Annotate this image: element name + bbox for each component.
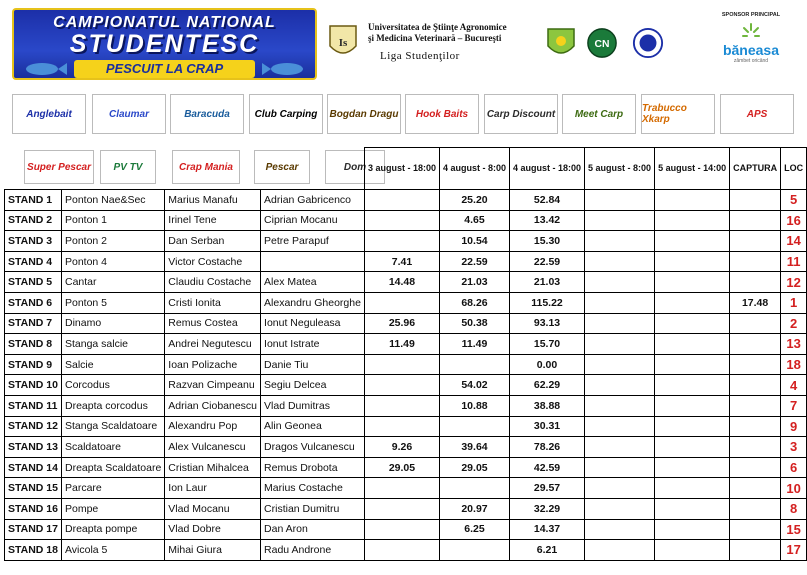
cell-captura (730, 416, 781, 437)
cell-c5 (655, 457, 730, 478)
cell-c1 (364, 540, 439, 561)
cell-loc: 4 (781, 375, 807, 396)
cell-c5 (655, 540, 730, 561)
cell-p2: Vlad Dumitras (261, 395, 365, 416)
cn-logo-icon (586, 26, 618, 60)
cell-c1 (364, 375, 439, 396)
cell-captura (730, 498, 781, 519)
cell-c3: 30.31 (510, 416, 585, 437)
cell-c3: 13.42 (510, 210, 585, 231)
cell-c4 (585, 519, 655, 540)
cell-c1 (364, 354, 439, 375)
cell-location: Dreapta pompe (61, 519, 164, 540)
col-header-3: 4 august - 18:00 (510, 148, 585, 190)
cell-c1 (364, 416, 439, 437)
cell-c4 (585, 292, 655, 313)
cell-p2: Ionut Istrate (261, 334, 365, 355)
table-row (5, 190, 807, 211)
table-row (5, 498, 807, 519)
cell-c2: 50.38 (439, 313, 509, 334)
cell-stand: STAND 8 (5, 334, 62, 355)
cell-location: Cantar (61, 272, 164, 293)
cell-location: Stanga Scaldatoare (61, 416, 164, 437)
cell-location: Salcie (61, 354, 164, 375)
cell-location: Corcodus (61, 375, 164, 396)
cell-captura (730, 334, 781, 355)
cell-loc: 6 (781, 457, 807, 478)
svg-text:Is: Is (338, 37, 348, 49)
cell-c4 (585, 272, 655, 293)
cell-captura (730, 457, 781, 478)
cell-captura (730, 478, 781, 499)
cell-loc: 12 (781, 272, 807, 293)
table-row (5, 519, 807, 540)
cell-p1: Irinel Tene (165, 210, 261, 231)
logo-super-pescar: Super Pescar (24, 150, 94, 184)
cell-c2: 54.02 (439, 375, 509, 396)
cell-p1: Cristi Ionita (165, 292, 261, 313)
logo-meet-carp: Meet Carp (562, 94, 636, 134)
cell-c2 (439, 416, 509, 437)
cell-loc: 16 (781, 210, 807, 231)
cell-c1: 11.49 (364, 334, 439, 355)
carp-icon (22, 60, 68, 78)
cell-c4 (585, 540, 655, 561)
cell-stand: STAND 5 (5, 272, 62, 293)
cell-c5 (655, 210, 730, 231)
cell-c3: 42.59 (510, 457, 585, 478)
cell-p2: Petre Parapuf (261, 231, 365, 252)
league-name: Liga Studenţilor (380, 50, 460, 62)
club-logo-icon (632, 26, 664, 60)
cell-stand: STAND 13 (5, 437, 62, 458)
banner-line2: STUDENTESC (69, 30, 260, 58)
logo-trabucco: Trabucco Xkarp (641, 94, 715, 134)
cell-c3: 115.22 (510, 292, 585, 313)
cell-c4 (585, 437, 655, 458)
cell-c1 (364, 292, 439, 313)
cell-stand: STAND 16 (5, 498, 62, 519)
cell-c5 (655, 478, 730, 499)
cell-c5 (655, 354, 730, 375)
cell-loc: 13 (781, 334, 807, 355)
cell-p2: Radu Androne (261, 540, 365, 561)
cell-p1: Andrei Negutescu (165, 334, 261, 355)
cell-c5 (655, 231, 730, 252)
col-header-4: 5 august - 8:00 (585, 148, 655, 190)
sponsor-tagline: zâmbet oricând (733, 58, 769, 64)
university-line1: Universitatea de Ştiinţe Agronomice (368, 22, 507, 32)
cell-p1: Dan Serban (165, 231, 261, 252)
cell-c3: 29.57 (510, 478, 585, 499)
table-row (5, 292, 807, 313)
cell-location: Dreapta corcodus (61, 395, 164, 416)
cell-location: Dinamo (61, 313, 164, 334)
cell-p2: Alex Matea (261, 272, 365, 293)
cell-captura (730, 313, 781, 334)
cell-c2 (439, 540, 509, 561)
cell-captura (730, 251, 781, 272)
logo-pv-tv: PV TV (100, 150, 156, 184)
table-header-row (5, 148, 807, 190)
cell-loc: 11 (781, 251, 807, 272)
cell-p2: Cristian Dumitru (261, 498, 365, 519)
cell-c2: 20.97 (439, 498, 509, 519)
cell-stand: STAND 14 (5, 457, 62, 478)
logo-club-carping: Club Carping (249, 94, 323, 134)
table-row (5, 478, 807, 499)
cell-c1 (364, 519, 439, 540)
col-header-5: 5 august - 14:00 (655, 148, 730, 190)
table-row (5, 272, 807, 293)
university-line2: şi Medicina Veterinară – Bucureşti (368, 33, 502, 43)
cell-stand: STAND 9 (5, 354, 62, 375)
cell-c5 (655, 251, 730, 272)
sponsor-name: băneasa (722, 42, 780, 58)
cell-captura (730, 519, 781, 540)
cell-p1: Vlad Dobre (165, 519, 261, 540)
cell-p1: Adrian Ciobanescu (165, 395, 261, 416)
cell-captura (730, 210, 781, 231)
cell-loc: 5 (781, 190, 807, 211)
cell-c4 (585, 478, 655, 499)
logo-dom: Dom (325, 150, 385, 184)
cell-stand: STAND 7 (5, 313, 62, 334)
sponsor-logo (716, 20, 786, 80)
table-row (5, 457, 807, 478)
table-row (5, 354, 807, 375)
cell-c3: 15.70 (510, 334, 585, 355)
cell-stand: STAND 6 (5, 292, 62, 313)
cell-loc: 15 (781, 519, 807, 540)
cell-p2: Alin Geonea (261, 416, 365, 437)
cell-c5 (655, 334, 730, 355)
sun-rays-icon (742, 22, 760, 42)
cell-c5 (655, 416, 730, 437)
cell-location: Parcare (61, 478, 164, 499)
cell-captura (730, 231, 781, 252)
cell-p2: Segiu Delcea (261, 375, 365, 396)
cell-c2: 6.25 (439, 519, 509, 540)
cell-p2: Ionut Neguleasa (261, 313, 365, 334)
logo-aps: APS (720, 94, 794, 134)
cell-c1 (364, 478, 439, 499)
cell-stand: STAND 3 (5, 231, 62, 252)
cell-p1: Alex Vulcanescu (165, 437, 261, 458)
federation-logo-icon (545, 26, 577, 60)
logo-crap-mania: Crap Mania (172, 150, 240, 184)
cell-c3: 32.29 (510, 498, 585, 519)
cell-stand: STAND 15 (5, 478, 62, 499)
sponsor-label: SPONSOR PRINCIPAL (721, 12, 781, 18)
cell-c3: 52.84 (510, 190, 585, 211)
cell-c3: 22.59 (510, 251, 585, 272)
cell-c2: 29.05 (439, 457, 509, 478)
cell-location: Ponton 1 (61, 210, 164, 231)
col-header-2: 4 august - 8:00 (439, 148, 509, 190)
cell-c3: 15.30 (510, 231, 585, 252)
cell-p2: Danie Tiu (261, 354, 365, 375)
cell-c5 (655, 313, 730, 334)
cell-location: Ponton 2 (61, 231, 164, 252)
cell-c4 (585, 395, 655, 416)
cell-p2: Ciprian Mocanu (261, 210, 365, 231)
cell-c2: 4.65 (439, 210, 509, 231)
championship-banner (12, 8, 317, 80)
cell-c1 (364, 190, 439, 211)
cell-c4 (585, 416, 655, 437)
cell-captura (730, 395, 781, 416)
table-row (5, 251, 807, 272)
col-header-loc: LOC (781, 148, 807, 190)
cell-c5 (655, 519, 730, 540)
logo-hook-baits: Hook Baits (405, 94, 479, 134)
cell-c5 (655, 437, 730, 458)
cell-c3: 0.00 (510, 354, 585, 375)
cell-c5 (655, 498, 730, 519)
cell-c4 (585, 313, 655, 334)
results-table (4, 147, 807, 561)
cell-location: Dreapta Scaldatoare (61, 457, 164, 478)
cell-c2: 11.49 (439, 334, 509, 355)
cell-c1 (364, 231, 439, 252)
cell-c4 (585, 210, 655, 231)
cell-c1 (364, 395, 439, 416)
cell-c3: 6.21 (510, 540, 585, 561)
cell-c2: 10.88 (439, 395, 509, 416)
cell-captura (730, 375, 781, 396)
banner-line1: CAMPIONATUL NATIONAL (53, 14, 276, 31)
cell-c4 (585, 457, 655, 478)
university-crest-icon (328, 24, 358, 60)
cell-stand: STAND 10 (5, 375, 62, 396)
cell-loc: 18 (781, 354, 807, 375)
cell-stand: STAND 18 (5, 540, 62, 561)
cell-location: Ponton 5 (61, 292, 164, 313)
cell-p2: Remus Drobota (261, 457, 365, 478)
cell-c1: 14.48 (364, 272, 439, 293)
cell-c4 (585, 354, 655, 375)
cell-p1: Cristian Mihalcea (165, 457, 261, 478)
cell-p1: Vlad Mocanu (165, 498, 261, 519)
cell-loc: 10 (781, 478, 807, 499)
cell-c2: 25.20 (439, 190, 509, 211)
cell-loc: 9 (781, 416, 807, 437)
cell-location: Avicola 5 (61, 540, 164, 561)
cell-c3: 62.29 (510, 375, 585, 396)
table-row (5, 334, 807, 355)
cell-stand: STAND 1 (5, 190, 62, 211)
cell-captura: 17.48 (730, 292, 781, 313)
cell-c2: 10.54 (439, 231, 509, 252)
cell-c3: 38.88 (510, 395, 585, 416)
cell-c1: 29.05 (364, 457, 439, 478)
logo-bogdan-dragu: Bogdan Dragu (327, 94, 401, 134)
university-name (368, 22, 528, 44)
table-row (5, 540, 807, 561)
cell-p2: Dragos Vulcanescu (261, 437, 365, 458)
table-row (5, 437, 807, 458)
cell-location: Pompe (61, 498, 164, 519)
logo-pescar: Pescar (254, 150, 310, 184)
cell-p2: Dan Aron (261, 519, 365, 540)
cell-c2 (439, 478, 509, 499)
cell-p2: Marius Costache (261, 478, 365, 499)
cell-c4 (585, 190, 655, 211)
cell-stand: STAND 2 (5, 210, 62, 231)
cell-p1: Mihai Giura (165, 540, 261, 561)
logo-baracuda: Baracuda (170, 94, 244, 134)
cell-captura (730, 540, 781, 561)
cell-captura (730, 272, 781, 293)
svg-text:CN: CN (594, 38, 610, 50)
cell-p1: Razvan Cimpeanu (165, 375, 261, 396)
cell-c2: 22.59 (439, 251, 509, 272)
cell-loc: 2 (781, 313, 807, 334)
cell-c1: 25.96 (364, 313, 439, 334)
cell-c4 (585, 251, 655, 272)
cell-c3: 14.37 (510, 519, 585, 540)
cell-c3: 21.03 (510, 272, 585, 293)
table-row (5, 375, 807, 396)
banner-line3: PESCUIT LA CRAP (74, 60, 255, 78)
table-row (5, 313, 807, 334)
cell-p1: Marius Manafu (165, 190, 261, 211)
cell-c5 (655, 292, 730, 313)
cell-loc: 14 (781, 231, 807, 252)
cell-c1 (364, 210, 439, 231)
cell-p2: Adrian Gabricenco (261, 190, 365, 211)
cell-loc: 1 (781, 292, 807, 313)
cell-c4 (585, 498, 655, 519)
cell-p1: Claudiu Costache (165, 272, 261, 293)
cell-c2: 68.26 (439, 292, 509, 313)
cell-p1: Alexandru Pop (165, 416, 261, 437)
cell-captura (730, 190, 781, 211)
cell-c4 (585, 231, 655, 252)
cell-p1: Remus Costea (165, 313, 261, 334)
cell-stand: STAND 11 (5, 395, 62, 416)
table-row (5, 416, 807, 437)
cell-loc: 17 (781, 540, 807, 561)
cell-location: Ponton Nae&Sec (61, 190, 164, 211)
cell-c5 (655, 375, 730, 396)
cell-c2: 21.03 (439, 272, 509, 293)
cell-c5 (655, 272, 730, 293)
cell-p1: Ioan Polizache (165, 354, 261, 375)
cell-p2 (261, 251, 365, 272)
cell-c1: 7.41 (364, 251, 439, 272)
cell-p1: Ion Laur (165, 478, 261, 499)
carp-icon (261, 60, 307, 78)
cell-c5 (655, 395, 730, 416)
cell-stand: STAND 12 (5, 416, 62, 437)
cell-stand: STAND 17 (5, 519, 62, 540)
logo-carp-discount: Carp Discount (484, 94, 558, 134)
cell-loc: 7 (781, 395, 807, 416)
cell-c3: 78.26 (510, 437, 585, 458)
cell-p2: Alexandru Gheorghe (261, 292, 365, 313)
table-row (5, 231, 807, 252)
cell-c4 (585, 334, 655, 355)
cell-loc: 3 (781, 437, 807, 458)
col-header-1: 3 august - 18:00 (364, 148, 439, 190)
cell-c1: 9.26 (364, 437, 439, 458)
col-header-captura: CAPTURA (730, 148, 781, 190)
logo-anglebait: Anglebait (12, 94, 86, 134)
cell-captura (730, 437, 781, 458)
cell-location: Ponton 4 (61, 251, 164, 272)
cell-p1: Victor Costache (165, 251, 261, 272)
cell-location: Scaldatoare (61, 437, 164, 458)
cell-c2: 39.64 (439, 437, 509, 458)
cell-c3: 93.13 (510, 313, 585, 334)
cell-c4 (585, 375, 655, 396)
table-row (5, 395, 807, 416)
cell-loc: 8 (781, 498, 807, 519)
cell-location: Stanga salcie (61, 334, 164, 355)
cell-c5 (655, 190, 730, 211)
cell-c2 (439, 354, 509, 375)
cell-stand: STAND 4 (5, 251, 62, 272)
table-row (5, 210, 807, 231)
cell-c1 (364, 498, 439, 519)
logo-claumar: Claumar (92, 94, 166, 134)
cell-captura (730, 354, 781, 375)
